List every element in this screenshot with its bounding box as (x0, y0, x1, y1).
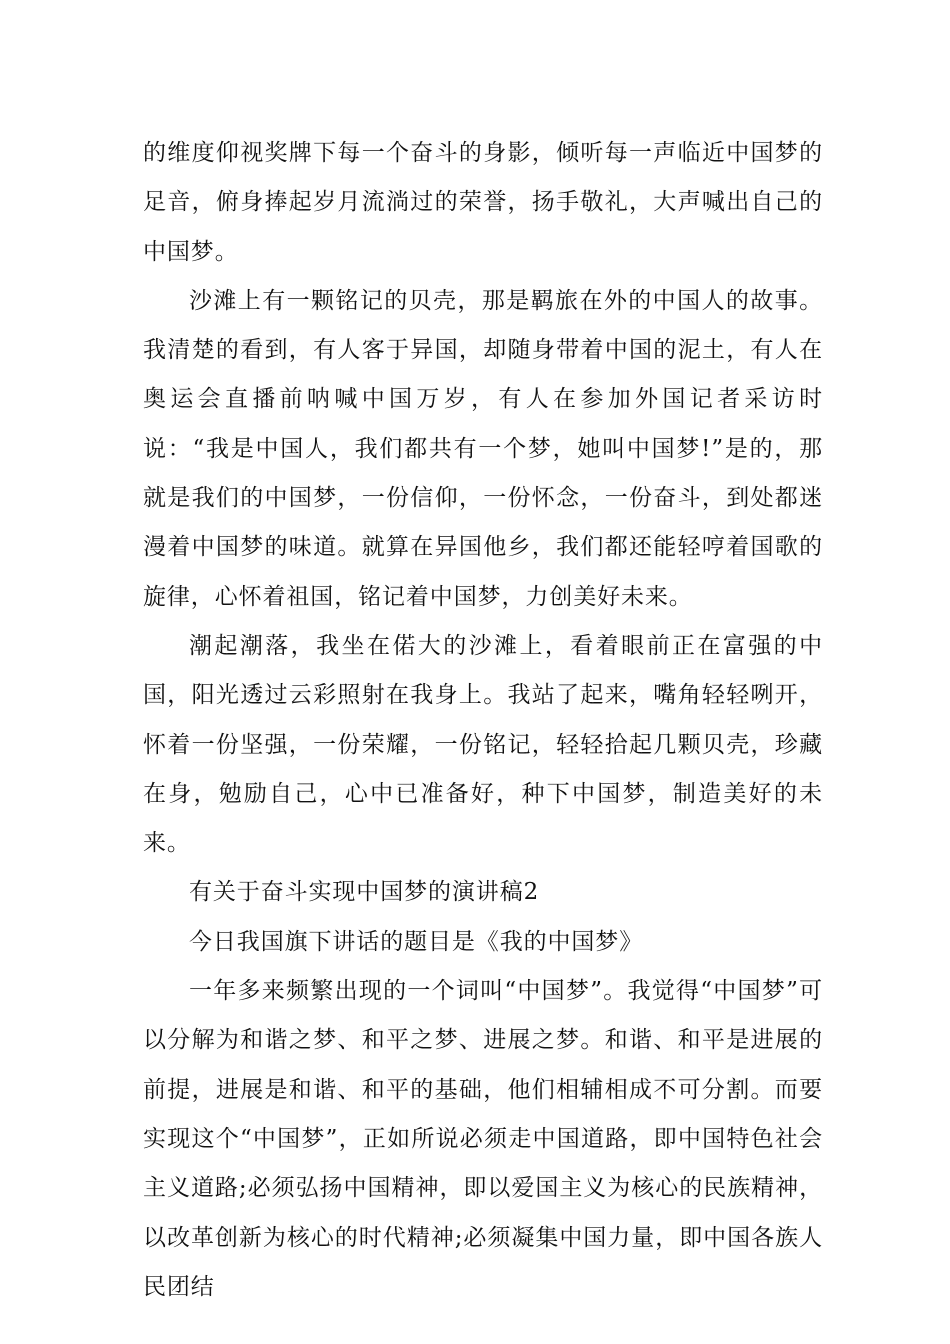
section-heading: 有关于奋斗实现中国梦的演讲稿2 (189, 879, 540, 906)
paragraph-shell-story: 沙滩上有一颗铭记的贝壳，那是羁旅在外的中国人的故事。我清楚的看到，有人客于异国，却随身带着中国的泥土，有人在奥运会直播前呐喊中国万岁，有人在参加外国记者采访时说：“我是中国人，我们都共有一个梦，她叫中国梦!”是的，那就是我们的中国梦，一份信仰，一份怀念，一份奋斗，到处都迷漫着中国梦的味道。就算在异国他乡，我们都还能轻哼着国歌的旋律，心怀着祖国，铭记着中国梦，力创美好未来。 (143, 287, 823, 610)
document-body (143, 129, 823, 1312)
paragraph-speech-topic: 今日我国旗下讲话的题目是《我的中国梦》 (189, 928, 644, 955)
paragraph-continuation: 的维度仰视奖牌下每一个奋斗的身影，倾听每一声临近中国梦的足音，俯身捧起岁月流淌过的荣誉，扬手敬礼，大声喊出自己的中国梦。 (143, 140, 823, 265)
paragraph-tide: 潮起潮落，我坐在偌大的沙滩上，看着眼前正在富强的中国，阳光透过云彩照射在我身上。我站了起来，嘴角轻轻咧开，怀着一份坚强，一份荣耀，一份铭记，轻轻拾起几颗贝壳，珍藏在身，勉励自己，心中已准备好，种下中国梦，制造美好的未来。 (143, 632, 823, 857)
paragraph-china-dream: 一年多来频繁出现的一个词叫“中国梦”。我觉得“中国梦”可以分解为和谐之梦、和平之梦、进展之梦。和谐、和平是进展的前提，进展是和谐、和平的基础，他们相辅相成不可分割。而要实现这个“中国梦”，正如所说必须走中国道路，即中国特色社会主义道路;必须弘扬中国精神，即以爱国主义为核心的民族精神，以改革创新为核心的时代精神;必须凝集中国力量，即中国各族人民团结 (143, 978, 823, 1300)
